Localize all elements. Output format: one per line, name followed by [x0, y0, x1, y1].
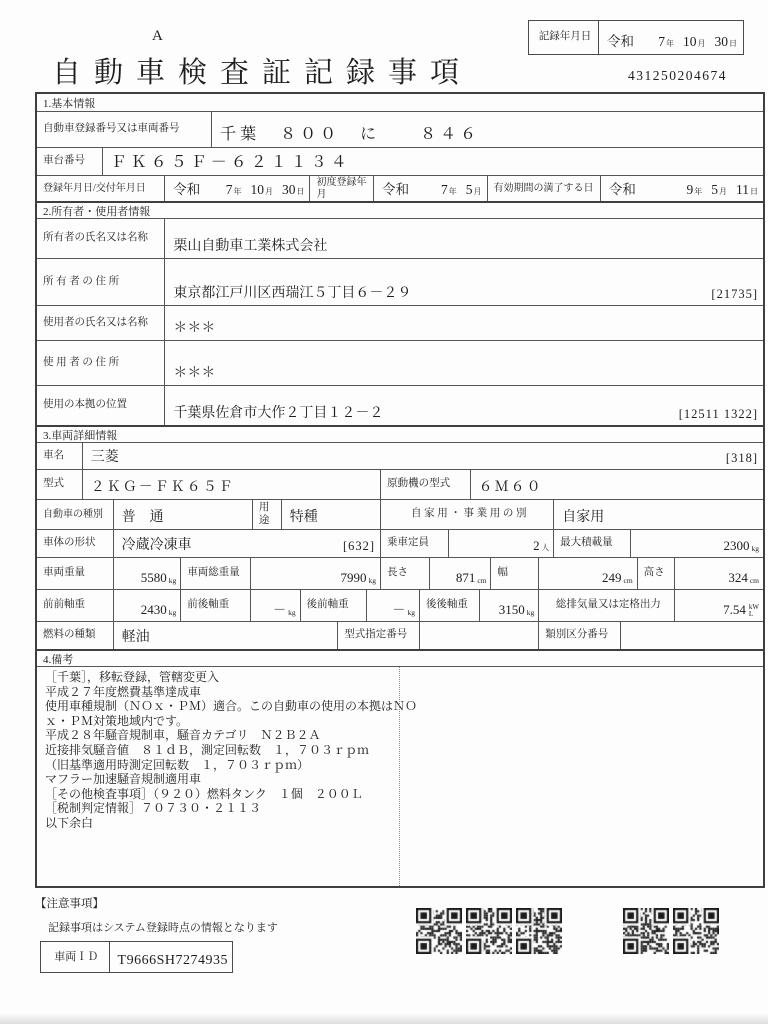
page-corner-mark: A: [152, 28, 163, 44]
row-weights-dimensions: [37, 557, 763, 589]
row-vehicle-kind: [37, 499, 763, 529]
expiry-date-label: 有効期間の満了する日: [487, 176, 600, 201]
gross-weight-label: 車両総重量: [180, 558, 250, 589]
vehicle-name-code: [318]: [725, 451, 758, 465]
user-address-label: 使 用 者 の 住 所: [43, 356, 120, 368]
displacement-output-label: 総排気量又は定格出力: [538, 590, 674, 621]
owner-name-label: 所有者の氏名又は名称: [43, 232, 148, 244]
vehicle-kind-label: 自動車の種別: [43, 508, 103, 520]
first-registration-value: 令和 7 年 5 月: [373, 176, 486, 201]
use-label: 用途: [252, 500, 281, 529]
class-number-label: 類別区分番号: [538, 622, 620, 649]
user-name-value: ＊＊＊: [164, 306, 763, 340]
base-location-code: [12511 1322]: [678, 407, 758, 421]
private-business-label: 自 家 用 ・ 事 業 用 の 別: [380, 500, 553, 529]
owner-address-code: [21735]: [711, 287, 758, 301]
record-date-box: [528, 20, 744, 55]
plate-number-value: 千葉 ８００ に ８４６: [211, 112, 763, 147]
first-registration-label: 初度登録年月: [309, 176, 373, 201]
row-model: [37, 469, 763, 499]
base-location-label: 使用の本拠の位置: [43, 399, 127, 411]
axle-rear-front-label: 後前軸重: [300, 590, 367, 621]
axle-rear-rear-label: 後後軸重: [419, 590, 479, 621]
owner-name-value: 栗山自動車工業株式会社: [164, 219, 763, 258]
record-date-value: 令和 7 年 10 月 30 日: [607, 34, 737, 49]
chassis-number-label: 車台番号: [43, 155, 85, 167]
base-location-value: 千葉県佐倉市大作２丁目１２－２ [12511 1322]: [164, 386, 763, 425]
axle-rear-front-value: － kg: [366, 590, 419, 621]
displacement-output-value: 7.54 kW L: [674, 590, 763, 621]
remarks-text: ［千葉］，移転登録，管轄変更入 平成２７年度燃費基準達成車 使用車種規制（ＮＯｘ・ＰＭ）適合。この自動車の使用の本拠はＮＯ ｘ・ＰＭ対策地域内です。 平成２８年騒音規制車，騒音カテゴリ Ｎ２Ｂ２Ａ 近接排気騒音値 ８１ｄＢ，測定回転数 １，７０３ｒｐｍ （旧基準適用時測定回転数 １，７０３ｒｐｍ） マフラー加速騒音規制適用車 ［その他検査事項］（９２０）燃料タンク １個 ２００Ｌ ［税制判定情報］７０７３０・２１１３ 以下余白: [45, 670, 418, 830]
axle-front-rear-value: － kg: [250, 590, 300, 621]
plate-number-label: 自動車登録番号又は車両番号: [43, 123, 180, 135]
seating-capacity-value: 2 人: [448, 530, 553, 557]
document-serial-number: 431250204674: [628, 68, 727, 83]
section-remarks: 4.備考: [37, 649, 763, 666]
model-label: 型式: [43, 478, 64, 490]
fuel-type-value: 軽油: [113, 622, 338, 649]
type-designation-value: [419, 622, 538, 649]
row-body-shape: [37, 529, 763, 557]
row-vehicle-name: [37, 442, 763, 469]
row-owner-name: [37, 218, 763, 258]
record-table: [35, 92, 765, 888]
max-payload-value: 2300 kg: [630, 530, 763, 557]
user-name-label: 使用者の氏名又は名称: [43, 316, 148, 328]
length-value: 871 cm: [429, 558, 491, 589]
engine-model-label: 原動機の型式: [380, 470, 470, 499]
body-shape-value: 冷蔵冷凍車 [632]: [113, 530, 380, 557]
gross-weight-value: 7990 kg: [250, 558, 380, 589]
width-label: 幅: [490, 558, 538, 589]
seating-capacity-label: 乗車定員: [380, 530, 448, 557]
row-fuel-type: [37, 621, 763, 649]
row-owner-address: [37, 258, 763, 305]
qr-code: [416, 908, 462, 954]
remarks-box: [37, 666, 763, 886]
axle-front-front-label: 前前軸重: [43, 599, 85, 611]
vehicle-weight-label: 車両重量: [43, 567, 85, 579]
vehicle-name-label: 車名: [43, 449, 64, 461]
vehicle-kind-value: 普 通: [113, 500, 252, 529]
row-user-address: [37, 340, 763, 385]
record-date-label: 記録年月日: [529, 21, 599, 54]
class-number-value: [620, 622, 763, 649]
max-payload-label: 最大積載量: [553, 530, 630, 557]
user-address-value: ＊＊＊: [164, 341, 763, 385]
height-value: 324 cm: [674, 558, 763, 589]
remarks-divider: [399, 667, 400, 886]
axle-front-rear-label: 前後軸重: [180, 590, 250, 621]
width-value: 249 cm: [538, 558, 636, 589]
model-value: ２ＫＧ－ＦＫ６５Ｆ: [82, 470, 380, 499]
notice-title: 【注意事項】: [35, 898, 104, 910]
use-value: 特種: [281, 500, 380, 529]
vehicle-id-box: [40, 941, 233, 973]
height-label: 高さ: [637, 558, 675, 589]
engine-model-value: ６Ｍ６０: [470, 470, 763, 499]
owner-address-value: 東京都江戸川区西瑞江５丁目６－２９ [21735]: [164, 259, 763, 305]
private-business-value: 自家用: [553, 500, 763, 529]
owner-address-label: 所 有 者 の 住 所: [43, 275, 120, 287]
body-shape-label: 車体の形状: [43, 537, 96, 549]
chassis-number-value: ＦＫ６５Ｆ－６２１１３４: [102, 148, 763, 175]
row-registration-dates: [37, 175, 763, 201]
row-chassis-number: [37, 147, 763, 175]
vehicle-id-label: 車両ＩＤ: [41, 942, 110, 972]
notice-text: 記録事項はシステム登録時点の情報となります: [48, 922, 278, 934]
length-label: 長さ: [380, 558, 429, 589]
qr-code: [623, 908, 669, 954]
document-title: 自動車検査証記録事項: [52, 57, 473, 89]
qr-code: [673, 908, 719, 954]
expiry-date-value: 令和 9 年 5 月 11 日: [600, 176, 763, 201]
qr-code: [466, 908, 512, 954]
section-owner-user-info: 2.所有者・使用者情報: [37, 201, 763, 218]
section-basic-info: 1.基本情報: [43, 97, 96, 110]
row-axle-weights: [37, 589, 763, 621]
displacement-unit: kW L: [748, 603, 759, 618]
vehicle-name-value: 三菱 [318]: [82, 443, 763, 469]
body-shape-code: [632]: [342, 539, 376, 553]
row-plate-number: [37, 111, 763, 147]
row-user-name: [37, 305, 763, 340]
section-vehicle-details: 3.車両詳細情報: [37, 425, 763, 442]
axle-front-front-value: 2430 kg: [113, 590, 181, 621]
scan-edge: [0, 1013, 768, 1024]
qr-code: [516, 908, 562, 954]
fuel-type-label: 燃料の種類: [43, 629, 96, 641]
type-designation-label: 型式指定番号: [337, 622, 419, 649]
vehicle-id-value: T9666SH7274935: [117, 953, 228, 968]
axle-rear-rear-value: 3150 kg: [479, 590, 539, 621]
registration-date-value: 令和 7 年 10 月 30 日: [164, 176, 309, 201]
vehicle-weight-value: 5580 kg: [113, 558, 181, 589]
row-base-location: [37, 385, 763, 425]
registration-date-label: 登録年月日/交付年月日: [43, 182, 146, 194]
